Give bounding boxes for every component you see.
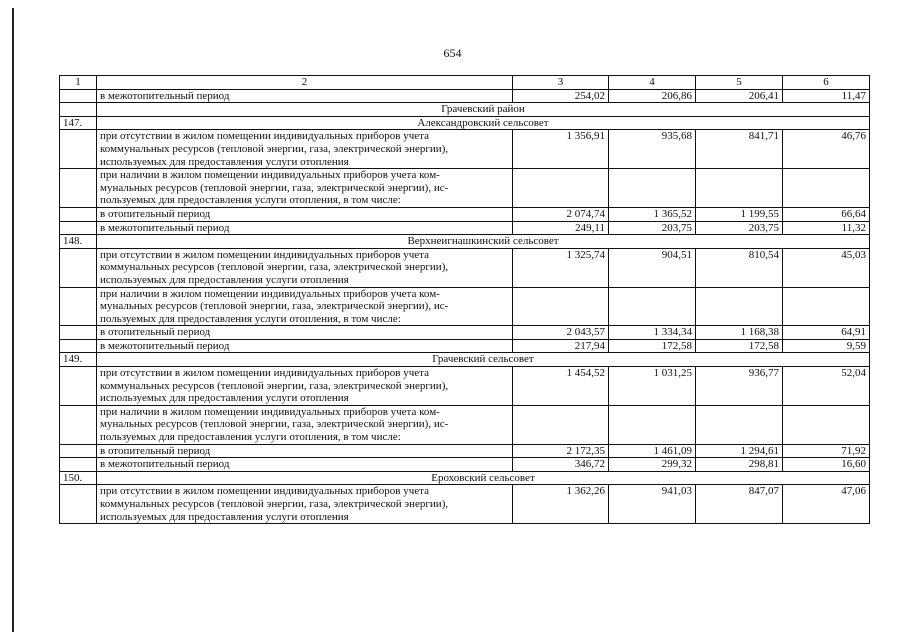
- value-col-6: 66,64: [783, 207, 870, 221]
- table-row: [60, 89, 870, 103]
- value-col-3: 1 454,52: [513, 367, 609, 406]
- section-number: 147.: [60, 116, 97, 130]
- district-row: [60, 103, 870, 117]
- value-col-3: 2 074,74: [513, 207, 609, 221]
- value-col-6: 52,04: [783, 367, 870, 406]
- section-row: [60, 116, 870, 130]
- section-row: [60, 235, 870, 249]
- value-col-3: 254,02: [513, 89, 609, 103]
- header-col-1: 1: [60, 76, 97, 90]
- table-row: [60, 207, 870, 221]
- value-col-5: 1 168,38: [696, 326, 783, 340]
- section-number: 149.: [60, 353, 97, 367]
- value-col-3: 1 356,91: [513, 130, 609, 169]
- value-col-4: 1 365,52: [609, 207, 696, 221]
- value-col-4: 941,03: [609, 485, 696, 524]
- value-col-6: 47,06: [783, 485, 870, 524]
- section-row: [60, 353, 870, 367]
- row-label: в межотопительный период: [97, 221, 513, 235]
- section-title: Грачевский сельсовет: [97, 353, 870, 367]
- value-col-5: 203,75: [696, 221, 783, 235]
- value-col-6: 45,03: [783, 248, 870, 287]
- table-row: [60, 444, 870, 458]
- table-row: [60, 458, 870, 472]
- row-label: в межотопительный период: [97, 89, 513, 103]
- value-col-3: 217,94: [513, 339, 609, 353]
- table-row: [60, 130, 870, 169]
- row-label: в отопительный период: [97, 207, 513, 221]
- value-col-3: 346,72: [513, 458, 609, 472]
- value-col-5: 172,58: [696, 339, 783, 353]
- header-col-2: 2: [97, 76, 513, 90]
- table-row: [60, 221, 870, 235]
- section-title: Верхнеигнашкинский сельсовет: [97, 235, 870, 249]
- value-col-5: 1 199,55: [696, 207, 783, 221]
- section-row: [60, 471, 870, 485]
- value-col-4: 299,32: [609, 458, 696, 472]
- row-label: при отсутствии в жилом помещении индивидуальных приборов учета коммунальных ресурсов (тепловой энергии, газа, электрической энергии), используемых для предоставления услуги отопления: [97, 367, 513, 406]
- table-row: [60, 367, 870, 406]
- table-row: [60, 248, 870, 287]
- table-row: [60, 287, 870, 326]
- value-col-4: 1 461,09: [609, 444, 696, 458]
- table-row: [60, 339, 870, 353]
- table-row: [60, 405, 870, 444]
- header-col-3: 3: [513, 76, 609, 90]
- district-title: Грачевский район: [97, 103, 870, 117]
- section-title: Ероховский сельсовет: [97, 471, 870, 485]
- row-label: при наличии в жилом помещении индивидуальных приборов учета ком- мунальных ресурсов (тепловой энергии, газа, электрической энергии), ис- пользуемых для предоставления услуги отопления, в том числе:: [97, 169, 513, 208]
- value-col-5: 810,54: [696, 248, 783, 287]
- row-label: при отсутствии в жилом помещении индивидуальных приборов учета коммунальных ресурсов (тепловой энергии, газа, электрической энергии), используемых для предоставления услуги отопления: [97, 485, 513, 524]
- value-col-6: 46,76: [783, 130, 870, 169]
- value-col-4: 203,75: [609, 221, 696, 235]
- tariff-table: [59, 75, 870, 524]
- value-col-5: 298,81: [696, 458, 783, 472]
- value-col-5: 206,41: [696, 89, 783, 103]
- value-col-4: 935,68: [609, 130, 696, 169]
- row-label: в отопительный период: [97, 444, 513, 458]
- value-col-5: 847,07: [696, 485, 783, 524]
- value-col-6: 11,32: [783, 221, 870, 235]
- row-label: в межотопительный период: [97, 339, 513, 353]
- section-number: 148.: [60, 235, 97, 249]
- header-col-5: 5: [696, 76, 783, 90]
- row-label: при наличии в жилом помещении индивидуальных приборов учета ком- мунальных ресурсов (тепловой энергии, газа, электрической энергии), ис- пользуемых для предоставления услуги отопления, в том числе:: [97, 405, 513, 444]
- value-col-6: 16,60: [783, 458, 870, 472]
- value-col-5: 1 294,61: [696, 444, 783, 458]
- value-col-3: 2 172,35: [513, 444, 609, 458]
- row-label: в отопительный период: [97, 326, 513, 340]
- value-col-6: 64,91: [783, 326, 870, 340]
- table-row: [60, 485, 870, 524]
- row-label: при наличии в жилом помещении индивидуальных приборов учета ком- мунальных ресурсов (тепловой энергии, газа, электрической энергии), ис- пользуемых для предоставления услуги отопления, в том числе:: [97, 287, 513, 326]
- section-title: Александровский сельсовет: [97, 116, 870, 130]
- value-col-3: 1 362,26: [513, 485, 609, 524]
- row-label: при отсутствии в жилом помещении индивидуальных приборов учета коммунальных ресурсов (тепловой энергии, газа, электрической энергии), используемых для предоставления услуги отопления: [97, 248, 513, 287]
- value-col-3: 249,11: [513, 221, 609, 235]
- table-row: [60, 169, 870, 208]
- value-col-5: 841,71: [696, 130, 783, 169]
- row-label: при отсутствии в жилом помещении индивидуальных приборов учета коммунальных ресурсов (тепловой энергии, газа, электрической энергии), используемых для предоставления услуги отопления: [97, 130, 513, 169]
- header-col-4: 4: [609, 76, 696, 90]
- section-number: 150.: [60, 471, 97, 485]
- table-row: [60, 326, 870, 340]
- value-col-4: 206,86: [609, 89, 696, 103]
- value-col-6: 71,92: [783, 444, 870, 458]
- value-col-4: 904,51: [609, 248, 696, 287]
- row-label: в межотопительный период: [97, 458, 513, 472]
- value-col-4: 1 031,25: [609, 367, 696, 406]
- value-col-5: 936,77: [696, 367, 783, 406]
- value-col-3: 1 325,74: [513, 248, 609, 287]
- value-col-6: 11,47: [783, 89, 870, 103]
- header-col-6: 6: [783, 76, 870, 90]
- value-col-4: 1 334,34: [609, 326, 696, 340]
- table-header-row: [60, 76, 870, 90]
- value-col-6: 9,59: [783, 339, 870, 353]
- value-col-4: 172,58: [609, 339, 696, 353]
- scan-edge-line: [12, 8, 14, 632]
- page-number: 654: [443, 46, 462, 60]
- value-col-3: 2 043,57: [513, 326, 609, 340]
